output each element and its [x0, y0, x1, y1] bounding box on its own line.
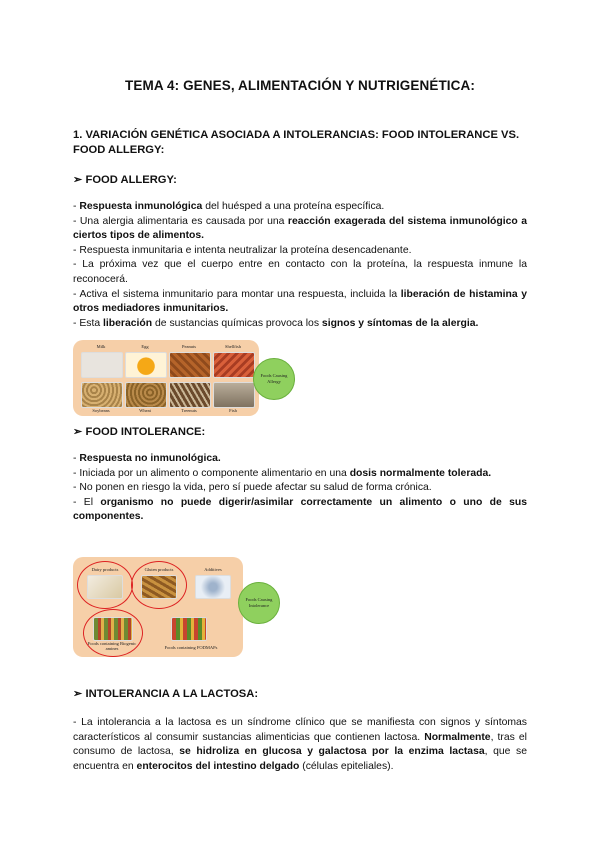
shellfish-image [213, 352, 255, 378]
lactose-intolerance-paragraph [73, 716, 527, 774]
allergy-bullet: - Esta liberación de sustancias químicas provoca los signos y síntomas de la alergia. [73, 317, 479, 329]
additives-label: Additives [204, 567, 222, 572]
biogenic-image [93, 617, 133, 641]
milk-label: Milk [96, 344, 106, 349]
wheat-image [125, 382, 167, 408]
intolerance-bullet: - No ponen en riesgo la vida, pero sí puede afectar su salud de forma crónica. [73, 482, 432, 494]
allergy-bullet: - Una alergia alimentaria es causada por una reacción exagerada del sistema inmunológico a ciertos tipos de alimentos. [73, 215, 527, 242]
peanuts-image [169, 352, 211, 378]
shellfish-label: Shellfish [224, 344, 241, 349]
foods-causing-allergy-circle: Foods Causing Allergy [253, 358, 295, 400]
gluten-label: Gluten products [144, 567, 174, 572]
foods-causing-intolerance-circle: Foods Causing Intolerance [238, 582, 280, 624]
allergy-foods-figure [73, 340, 259, 416]
egg-image [125, 352, 167, 378]
treenuts-image [169, 382, 211, 408]
intolerance-foods-figure [73, 557, 243, 657]
additives-image [195, 575, 231, 599]
food-intolerance-heading: ➢ FOOD INTOLERANCE: [73, 426, 206, 438]
allergy-bullet: - Respuesta inmunitaria e intenta neutralizar la proteína desencadenante. [73, 244, 412, 256]
allergy-bullet: - Activa el sistema inmunitario para montar una respuesta, incluida la liberación de histamina y otros mediadores inmunitarios. [73, 288, 527, 315]
intolerance-bullet: - Iniciada por un alimento o componente alimentario en una dosis normalmente tolerada. [73, 467, 492, 479]
dairy-image [87, 575, 123, 599]
fish-image [213, 382, 255, 408]
intolerance-bullet: - El organismo no puede digerir/asimilar correctamente un alimento o uno de sus componentes. [73, 496, 527, 523]
food-allergy-list [73, 200, 527, 331]
treenuts-label: Treenuts [181, 408, 197, 413]
lactose-text: - La intolerancia a la lactosa es un síndrome clínico que se manifiesta con signos y síntomas característicos al consumir sustancias alimenticias que contienen lactosa. Normalmente, tras el consumo de lactosa, se hidroliza en glucosa y galactosa por la enzima lactasa, que se encuentra en enterocitos del intestino delgado (células epiteliales). [73, 717, 527, 772]
allergy-bullet: - La próxima vez que el cuerpo entre en contacto con la proteína, la respuesta inmune la reconocerá. [73, 259, 527, 285]
egg-label: Egg [141, 344, 149, 349]
milk-image [81, 352, 123, 378]
fish-label: Fish [229, 408, 237, 413]
food-allergy-heading: ➢ FOOD ALLERGY: [73, 174, 177, 186]
food-intolerance-list [73, 452, 527, 525]
section-heading: 1. VARIACIÓN GENÉTICA ASOCIADA A INTOLERANCIAS: FOOD INTOLERANCE VS. FOOD ALLERGY: [73, 129, 520, 156]
page-title: TEMA 4: GENES, ALIMENTACIÓN Y NUTRIGENÉTICA: [125, 78, 475, 93]
gluten-image [141, 575, 177, 599]
wheat-label: Wheat [139, 408, 151, 413]
allergy-bullet: - Respuesta inmunológica del huésped a una proteína específica. [73, 201, 385, 212]
intolerance-bullet: - Respuesta no inmunológica. [73, 453, 221, 464]
dairy-label: Dairy products [91, 567, 119, 572]
fodmaps-label: Foods containing FODMAPs [164, 645, 218, 650]
peanuts-label: Peanuts [182, 344, 196, 349]
biogenic-label: Foods containing Biogenic amines [87, 641, 137, 651]
fodmaps-image [171, 617, 207, 641]
lactose-intolerance-heading: ➢ INTOLERANCIA A LA LACTOSA: [73, 688, 259, 700]
soybeans-label: Soybeans [92, 408, 110, 413]
soybeans-image [81, 382, 123, 408]
